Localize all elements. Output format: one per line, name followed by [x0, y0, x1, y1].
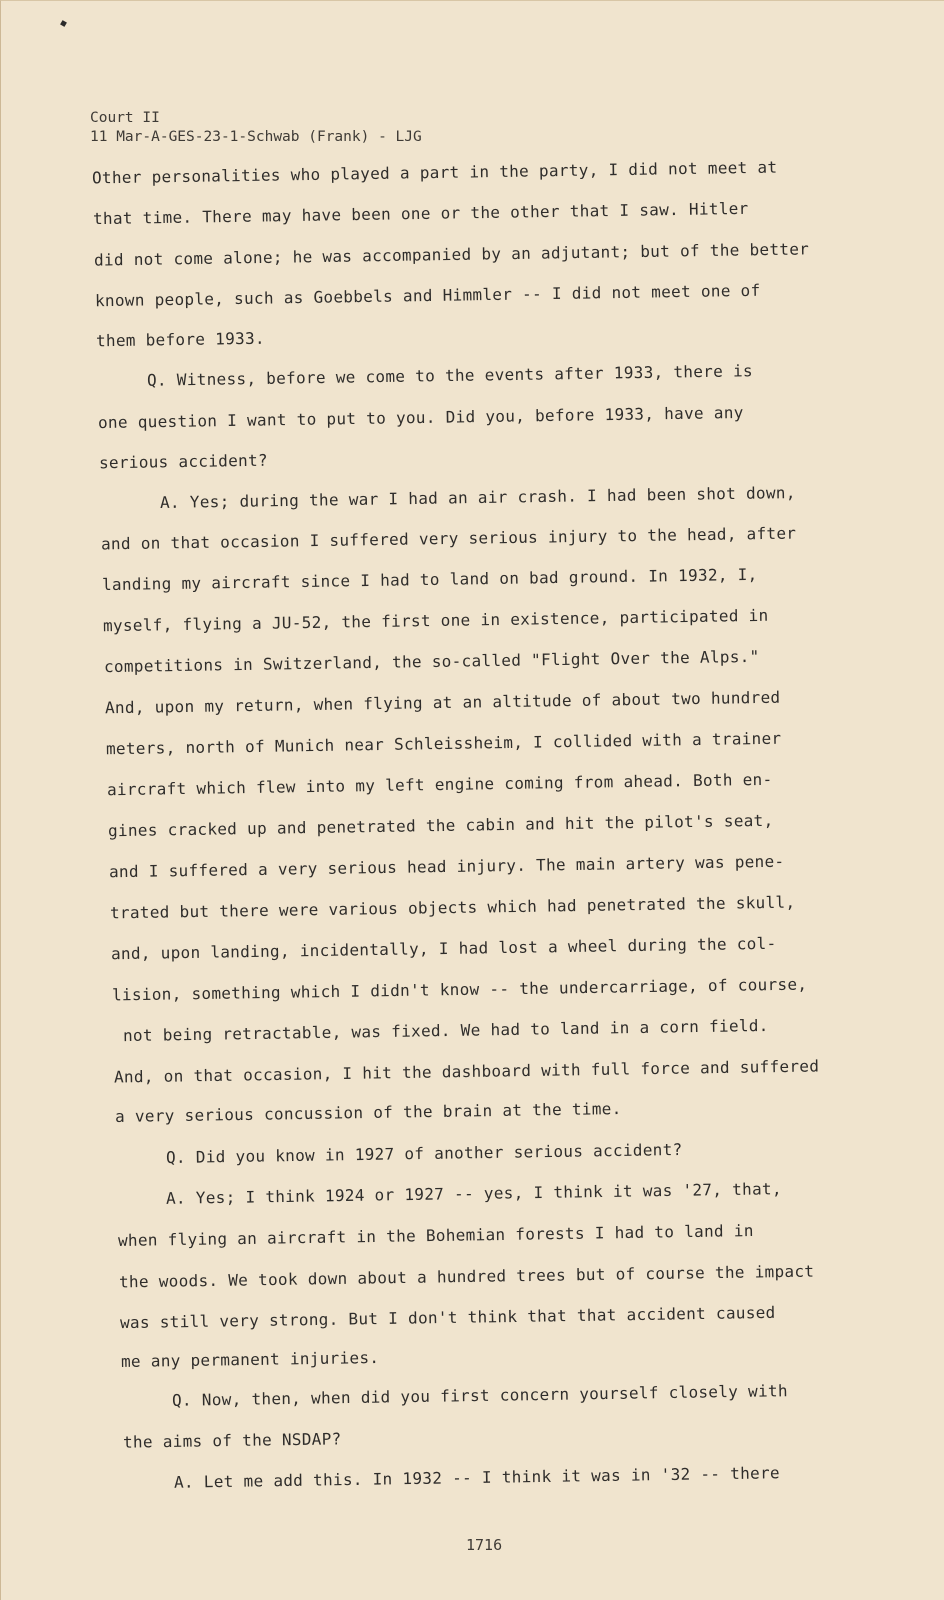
text-line: trated but there were various objects which had penetrated the skull,: [109, 892, 796, 923]
text-line: gines cracked up and penetrated the cabin and hit the pilot's seat,: [107, 810, 774, 841]
text-line: Q. Did you know in 1927 of another serious accident?: [165, 1139, 683, 1168]
text-line: and, upon landing, incidentally, I had lost a wheel during the col-: [110, 933, 777, 964]
text-line: lision, something which I didn't know -- the undercarriage, of course,: [111, 974, 808, 1005]
text-line: and on that occasion I suffered very serious injury to the head, after: [100, 523, 797, 554]
text-line: Q. Witness, before we come to the events after 1933, there is: [146, 361, 754, 390]
text-line: the aims of the NSDAP?: [122, 1429, 342, 1452]
text-line: Q. Now, then, when did you first concern yourself closely with: [171, 1381, 788, 1410]
page-number: 1716: [466, 1536, 503, 1554]
corner-mark: [60, 20, 67, 27]
text-line: A. Let me add this. In 1932 -- I think it was in '32 -- there: [173, 1463, 781, 1492]
text-line: And, on that occasion, I hit the dashboard with full force and suffered: [113, 1056, 820, 1087]
text-line: A. Yes; I think 1924 or 1927 -- yes, I think it was '27, that,: [165, 1179, 782, 1208]
text-line: was still very strong. But I don't think that that accident caused: [119, 1302, 776, 1333]
text-line: A. Yes; during the war I had an air crash. I had been shot down,: [159, 483, 796, 512]
text-line: competitions in Switzerland, the so-called "Flight Over the Alps.": [103, 646, 760, 677]
text-line: that time. There may have been one or the other that I saw. Hitler: [92, 198, 749, 229]
text-line: the woods. We took down about a hundred trees but of course the impact: [118, 1261, 815, 1292]
text-line: serious accident?: [98, 450, 268, 473]
text-line: meters, north of Munich near Schleissheim, I collided with a trainer: [105, 728, 782, 759]
text-line: landing my aircraft since I had to land on bad ground. In 1932, I,: [101, 564, 758, 595]
text-line: when flying an aircraft in the Bohemian forests I had to land in: [117, 1221, 754, 1250]
text-line: a very serious concussion of the brain at the time.: [114, 1099, 622, 1126]
reference-line: 11 Mar-A-GES-23-1-Schwab (Frank) - LJG: [90, 129, 422, 145]
text-line: did not come alone; he was accompanied by an adjutant; but of the better: [93, 239, 810, 270]
text-line: and I suffered a very serious head injury. The main artery was pene-: [108, 851, 785, 882]
document-header: [90, 109, 422, 147]
text-line: myself, flying a JU-52, the first one in existence, participated in: [102, 605, 769, 636]
text-line: aircraft which flew into my left engine coming from ahead. Both en-: [106, 769, 773, 800]
text-line: one question I want to put to you. Did you, before 1933, have any: [97, 402, 744, 433]
text-line: me any permanent injuries.: [120, 1347, 380, 1372]
text-line: Other personalities who played a part in the party, I did not meet at: [91, 157, 778, 188]
court-label: Court II: [90, 110, 160, 126]
text-line: them before 1933.: [95, 328, 265, 351]
text-line: And, upon my return, when flying at an altitude of about two hundred: [104, 687, 781, 718]
text-line: known people, such as Goebbels and Himmler -- I did not meet one of: [94, 280, 761, 311]
text-line: not being retractable, was fixed. We had to land in a corn field.: [122, 1015, 769, 1046]
